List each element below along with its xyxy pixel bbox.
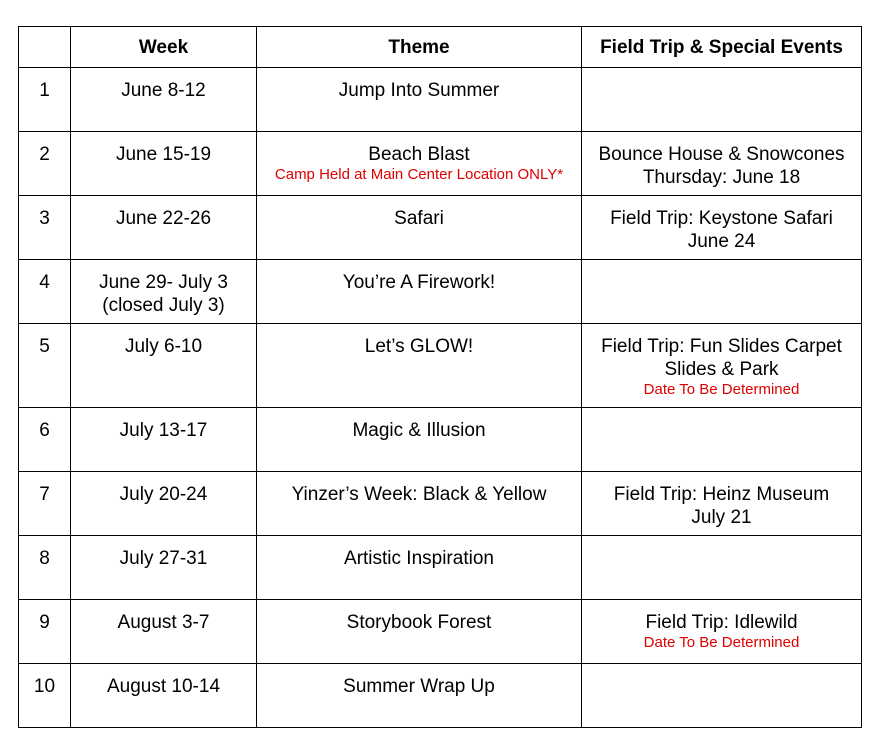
- table-row: [19, 600, 862, 664]
- week-dates: [71, 600, 257, 664]
- theme-name: Magic & Illusion: [352, 420, 486, 441]
- event-line: Field Trip: Keystone Safari: [610, 208, 833, 229]
- events-cell: [582, 68, 862, 132]
- week-number: 3: [19, 196, 71, 260]
- events-cell: [582, 408, 862, 472]
- week-dates-line: July 27-31: [119, 548, 208, 569]
- week-dates: [71, 472, 257, 536]
- theme-name: Storybook Forest: [346, 612, 492, 633]
- week-number: 4: [19, 260, 71, 324]
- event-line: Slides & Park: [664, 359, 779, 380]
- week-dates: [71, 408, 257, 472]
- theme-cell: [257, 408, 582, 472]
- event-line: Bounce House & Snowcones: [598, 144, 845, 165]
- week-dates-line: July 20-24: [119, 484, 208, 505]
- theme-cell: [257, 536, 582, 600]
- events-cell: [582, 600, 862, 664]
- week-dates: [71, 260, 257, 324]
- theme-cell: [257, 196, 582, 260]
- week-number: 2: [19, 132, 71, 196]
- theme-cell: [257, 132, 582, 196]
- theme-name: Jump Into Summer: [338, 80, 500, 101]
- week-number: 9: [19, 600, 71, 664]
- theme-name: Yinzer’s Week: Black & Yellow: [291, 484, 547, 505]
- events-cell: [582, 536, 862, 600]
- theme-cell: [257, 600, 582, 664]
- week-number: 10: [19, 664, 71, 728]
- theme-name: Artistic Inspiration: [344, 548, 494, 569]
- theme-name: Summer Wrap Up: [343, 676, 495, 697]
- header-number: [19, 27, 71, 68]
- theme-cell: [257, 664, 582, 728]
- header-events: Field Trip & Special Events: [582, 27, 862, 68]
- week-number: 7: [19, 472, 71, 536]
- theme-name: Safari: [394, 208, 444, 229]
- theme-name: You’re A Firework!: [342, 272, 496, 293]
- event-line: Thursday: June 18: [642, 167, 801, 188]
- header-row: [19, 27, 862, 68]
- table-row: [19, 324, 862, 408]
- table-row: [19, 260, 862, 324]
- theme-cell: [257, 260, 582, 324]
- event-line: June 24: [687, 231, 756, 252]
- week-number: 8: [19, 536, 71, 600]
- table-row: [19, 472, 862, 536]
- event-line: Field Trip: Idlewild: [645, 612, 798, 633]
- header-week: Week: [71, 27, 257, 68]
- week-dates: [71, 68, 257, 132]
- theme-name: Let’s GLOW!: [364, 336, 474, 357]
- week-dates-line: (closed July 3): [102, 295, 225, 316]
- week-number: 1: [19, 68, 71, 132]
- table-row: [19, 196, 862, 260]
- events-cell: [582, 472, 862, 536]
- week-dates-line: July 6-10: [124, 336, 203, 357]
- theme-cell: [257, 472, 582, 536]
- week-dates: [71, 324, 257, 408]
- week-dates: [71, 664, 257, 728]
- week-dates-line: June 15-19: [115, 144, 212, 165]
- events-cell: [582, 196, 862, 260]
- events-cell: [582, 664, 862, 728]
- table-row: [19, 408, 862, 472]
- camp-schedule-table: [18, 26, 862, 728]
- header-theme: Theme: [257, 27, 582, 68]
- events-cell: [582, 324, 862, 408]
- table-row: [19, 132, 862, 196]
- event-line: July 21: [691, 507, 752, 528]
- week-dates-line: August 3-7: [117, 612, 210, 633]
- table-row: [19, 536, 862, 600]
- table-row: [19, 68, 862, 132]
- events-cell: [582, 132, 862, 196]
- theme-cell: [257, 324, 582, 408]
- week-dates-line: June 22-26: [115, 208, 212, 229]
- week-dates-line: July 13-17: [119, 420, 208, 441]
- week-dates: [71, 132, 257, 196]
- theme-name: Beach Blast: [368, 144, 470, 165]
- event-note: Date To Be Determined: [643, 634, 800, 651]
- event-note: Date To Be Determined: [643, 381, 800, 398]
- week-dates: [71, 536, 257, 600]
- events-cell: [582, 260, 862, 324]
- week-number: 5: [19, 324, 71, 408]
- week-dates-line: June 29- July 3: [99, 272, 228, 293]
- week-dates-line: August 10-14: [106, 676, 221, 697]
- week-dates: [71, 196, 257, 260]
- week-dates-line: June 8-12: [121, 80, 206, 101]
- event-line: Field Trip: Heinz Museum: [613, 484, 830, 505]
- week-number: 6: [19, 408, 71, 472]
- theme-cell: [257, 68, 582, 132]
- table-row: [19, 664, 862, 728]
- theme-note: Camp Held at Main Center Location ONLY*: [274, 166, 564, 183]
- event-line: Field Trip: Fun Slides Carpet: [601, 336, 842, 357]
